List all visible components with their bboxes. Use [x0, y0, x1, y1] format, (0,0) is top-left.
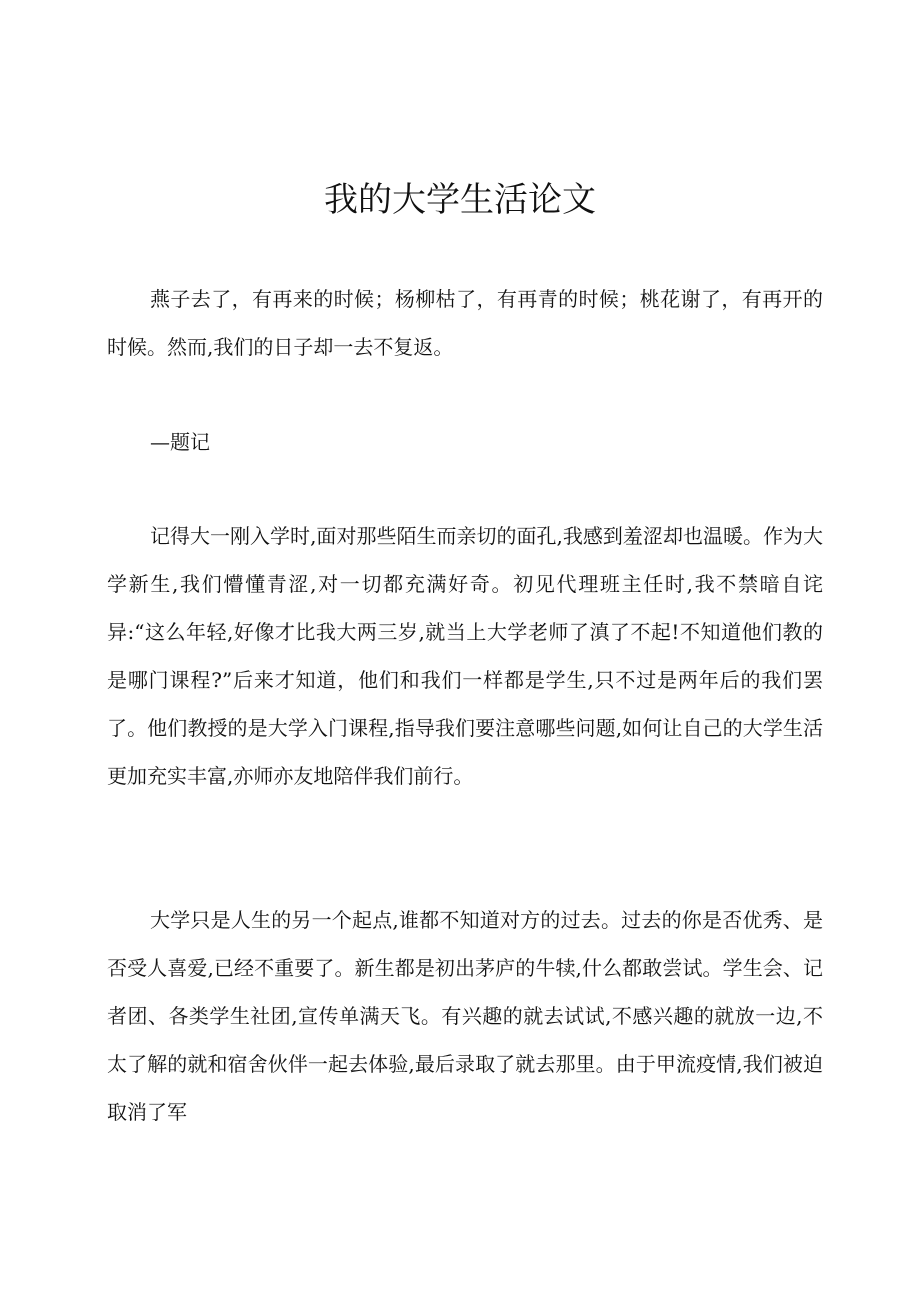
- paragraph-attribution: —题记: [150, 430, 210, 454]
- paragraph-body: 记得大一刚入学时,面对那些陌生而亲切的面孔,我感到羞涩却也温暖。作为大学新生,我们懵懂青涩,对一切都充满好奇。初见代理班主任时,我不禁暗自诧异:“这么年轻,好像才比我大两三岁,就当上大学老师了滇了不起!不知道他们教的是哪门课程?”后来才知道，他们和我们一样都是学生,只不过是两年后的我们罢了。他们教授的是大学入门课程,指导我们要注意哪些问题,如何让自己的大学生活更加充实丰富,亦师亦友地陪伴我们前行。: [107, 524, 823, 788]
- page-title: 我的大学生活论文: [324, 180, 596, 220]
- paragraph-epigraph: 燕子去了，有再来的时候；杨柳枯了，有再青的时候；桃花谢了，有再开的时候。然而,我们的日子却一去不复返。: [107, 287, 823, 359]
- paragraph-body: 大学只是人生的另一个起点,谁都不知道对方的过去。过去的你是否优秀、是否受人喜爱,已经不重要了。新生都是初出茅庐的牛犊,什么都敢尝试。学生会、记者团、各类学生社团,宣传单满天飞。有兴趣的就去试试,不感兴趣的就放一边,不太了解的就和宿舍伙伴一起去体验,最后录取了就去那里。由于甲流疫情,我们被迫取消了军: [107, 908, 823, 1124]
